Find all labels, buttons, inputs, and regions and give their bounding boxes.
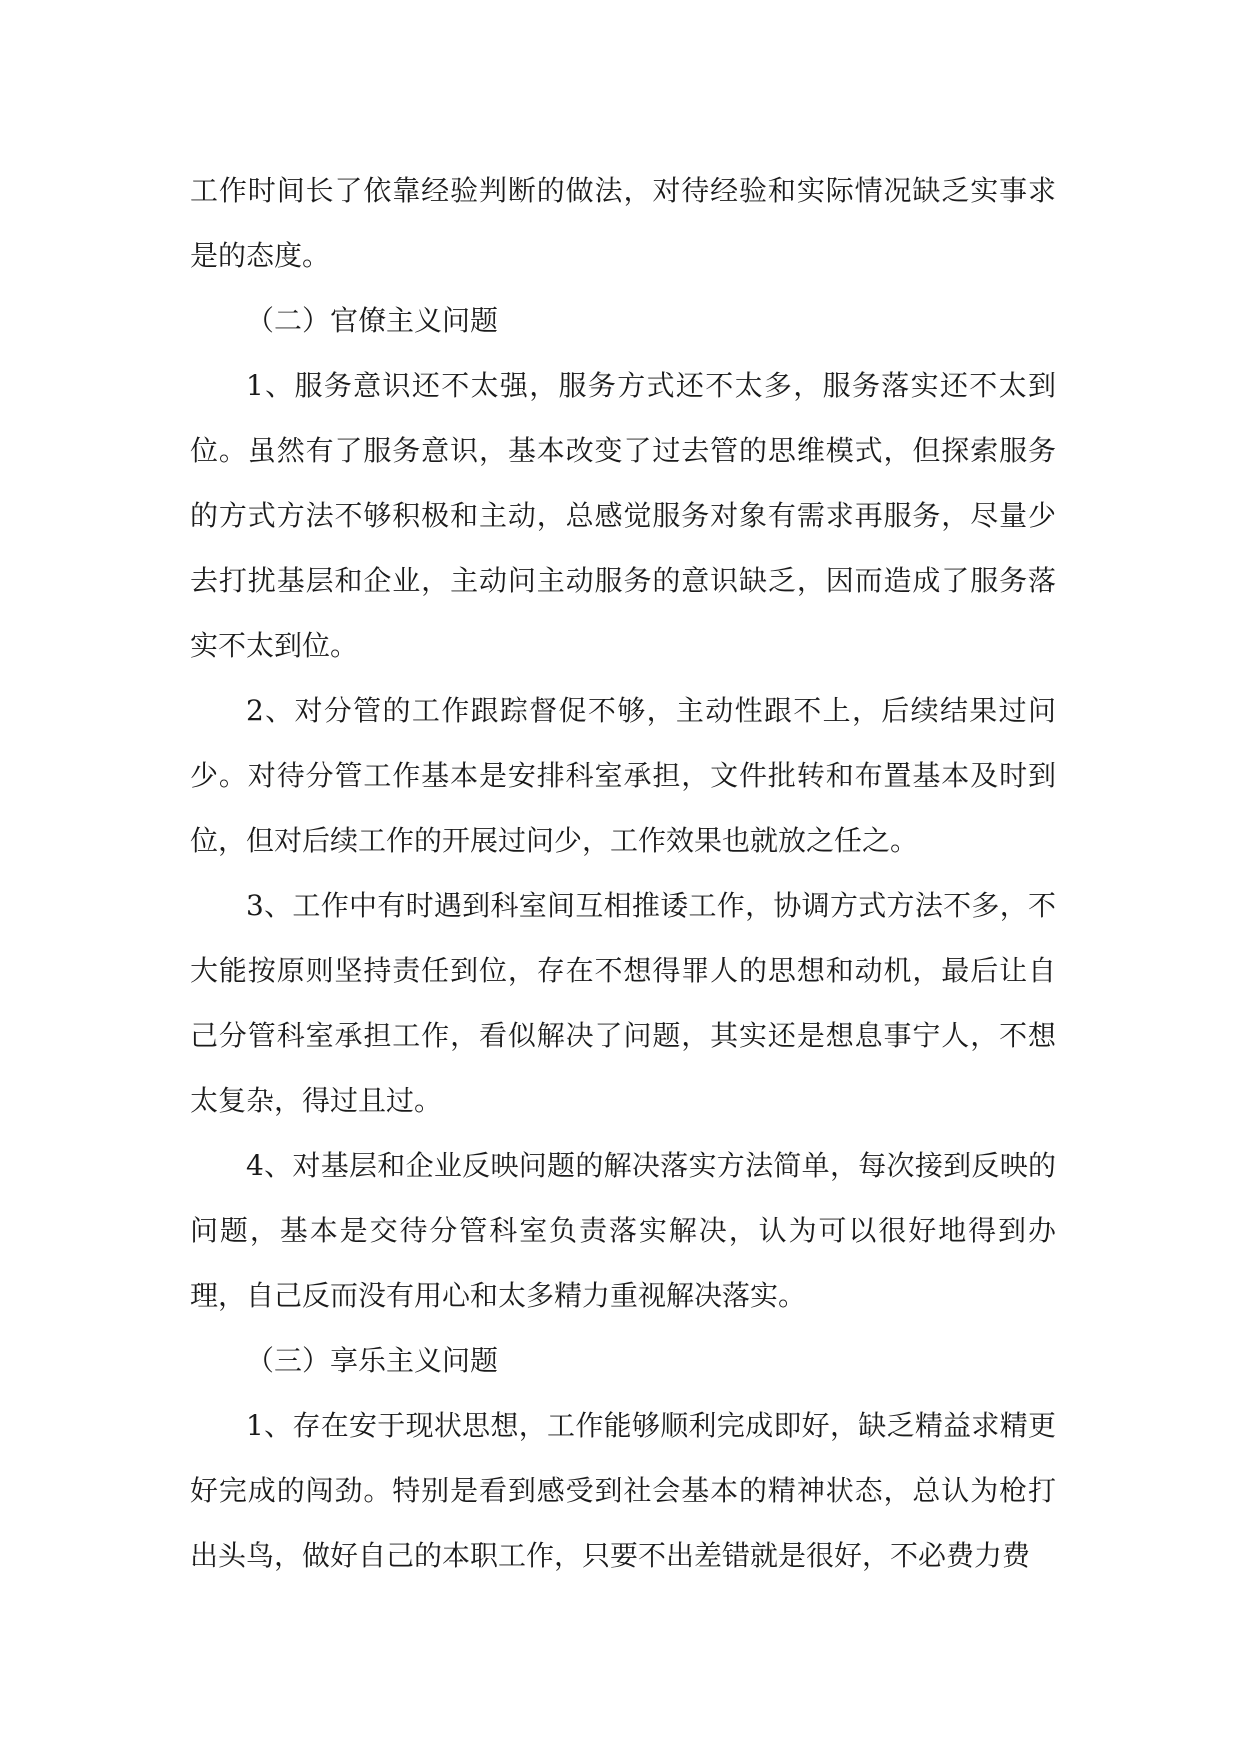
paragraph-item-2: 2、对分管的工作跟踪督促不够，主动性跟不上，后续结果过问少。对待分管工作基本是安排科室承担，文件批转和布置基本及时到位，但对后续工作的开展过问少，工作效果也就放之任之。 bbox=[190, 694, 1056, 857]
paragraph-item-3: 3、工作中有时遇到科室间互相推诿工作，协调方式方法不多，不大能按原则坚持责任到位，存在不想得罪人的思想和动机，最后让自己分管科室承担工作，看似解决了问题，其实还是想息事宁人，不想太复杂，得过且过。 bbox=[190, 889, 1056, 1117]
paragraph-hedonism-item-1: 1、存在安于现状思想，工作能够顺利完成即好，缺乏精益求精更好完成的闯劲。特别是看到感受到社会基本的精神状态，总认为枪打出头鸟，做好自己的本职工作，只要不出差错就是很好，不必费力费 bbox=[190, 1409, 1056, 1572]
paragraph-item-4: 4、对基层和企业反映问题的解决落实方法简单，每次接到反映的问题，基本是交待分管科室负责落实解决，认为可以很好地得到办理，自己反而没有用心和太多精力重视解决落实。 bbox=[190, 1149, 1056, 1312]
document-page bbox=[190, 158, 1056, 1588]
paragraph-continuation: 工作时间长了依靠经验判断的做法，对待经验和实际情况缺乏实事求是的态度。 bbox=[190, 174, 1056, 272]
paragraph-item-1: 1、服务意识还不太强，服务方式还不太多，服务落实还不太到位。虽然有了服务意识，基本改变了过去管的思维模式，但探索服务的方式方法不够积极和主动，总感觉服务对象有需求再服务，尽量少去打扰基层和企业，主动问主动服务的意识缺乏，因而造成了服务落实不太到位。 bbox=[190, 369, 1056, 662]
section-heading-bureaucratism: （二）官僚主义问题 bbox=[246, 304, 499, 337]
section-heading-hedonism: （三）享乐主义问题 bbox=[246, 1344, 499, 1377]
